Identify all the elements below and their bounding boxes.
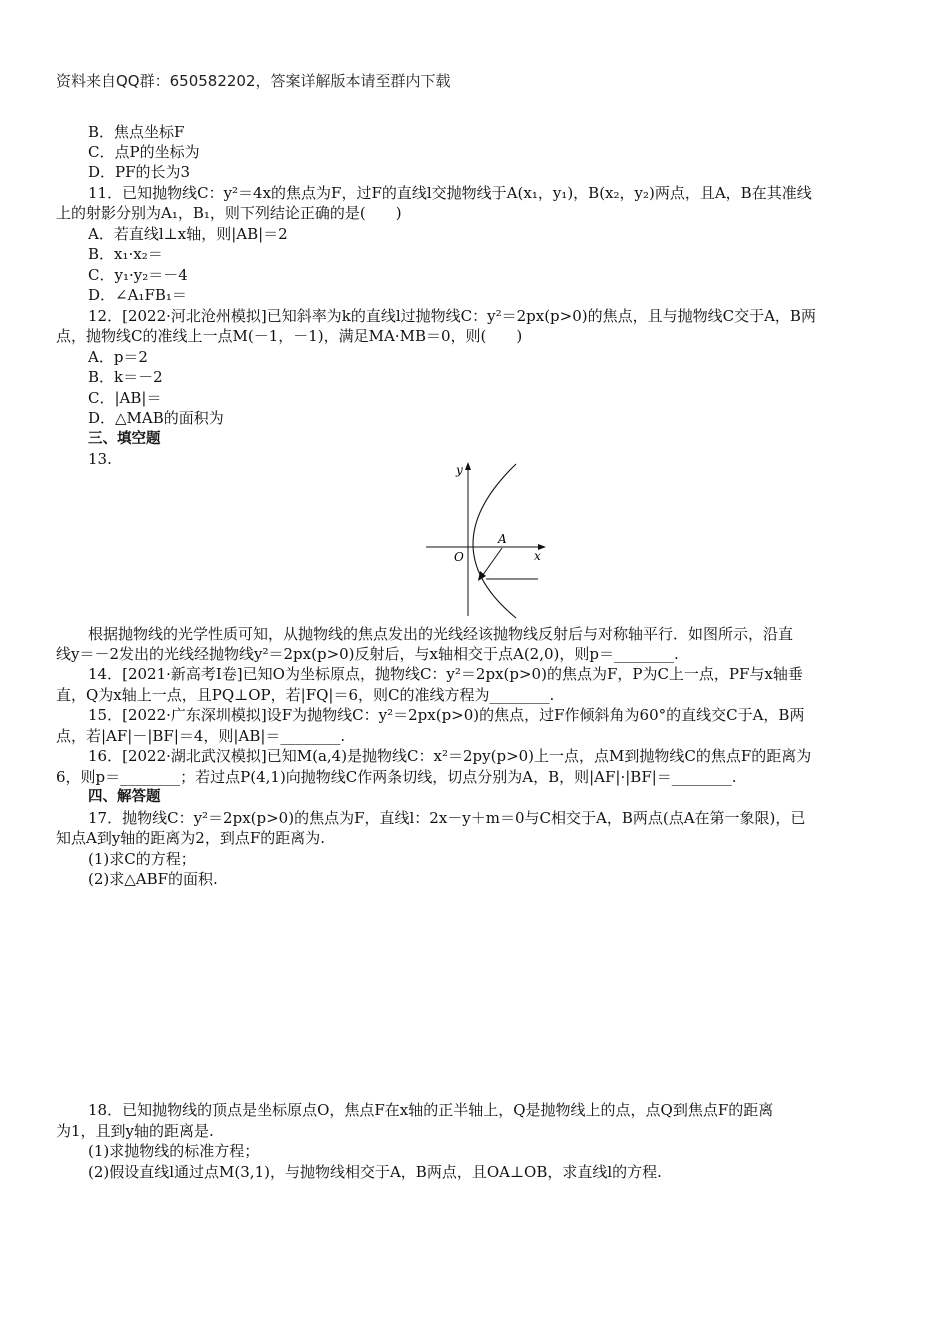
- q10-option-b: B．焦点坐标F: [88, 123, 185, 141]
- q10-option-d: D．PF的长为3: [88, 163, 191, 181]
- q12-option-b: B．k＝－2: [88, 368, 163, 386]
- y-axis-label: y: [456, 463, 463, 477]
- q10-option-c: C．点P的坐标为: [88, 143, 200, 161]
- q11-stem-line2: 上的射影分别为A₁，B₁，则下列结论正确的是( ): [56, 204, 402, 222]
- q14-line2: 直，Q为x轴上一点，且PQ⊥OP，若|FQ|＝6，则C的准线方程为________.: [56, 686, 555, 704]
- y-axis-arrow-icon: [465, 462, 471, 470]
- q12-stem-line2: 点，抛物线C的准线上一点M(－1，－1)，满足MA·MB＝0，则( ): [56, 327, 523, 345]
- q15-line2: 点，若|AF|－|BF|＝4，则|AB|＝________.: [56, 727, 346, 745]
- source-header: 资料来自QQ群：650582202，答案详解版本请至群内下载: [56, 72, 451, 90]
- q13-text-line1: 根据抛物线的光学性质可知，从抛物线的焦点发出的光线经该抛物线反射后与对称轴平行．如图所示，沿直: [88, 625, 794, 643]
- q12-option-c: C．|AB|＝: [88, 389, 162, 407]
- q11-option-d: D．∠A₁FB₁＝: [88, 286, 187, 304]
- q15-line1: 15．[2022·广东深圳模拟]设F为抛物线C：y²＝2px(p>0)的焦点，过F作倾斜角为60°的直线交C于A，B两: [88, 706, 805, 724]
- x-axis-label: x: [534, 549, 541, 563]
- q14-line1: 14．[2021·新高考Ⅰ卷]已知O为坐标原点，抛物线C：y²＝2px(p>0)的焦点为F，P为C上一点，PF与x轴垂: [88, 665, 803, 683]
- q11-option-c: C．y₁·y₂＝－4: [88, 266, 188, 284]
- q18-part1: (1)求抛物线的标准方程；: [88, 1142, 260, 1160]
- q13-number: 13.: [88, 450, 112, 468]
- q12-option-d: D．△MAB的面积为: [88, 409, 224, 427]
- q13-text-line2: 线y＝－2发出的光线经抛物线y²＝2px(p>0)反射后，与x轴相交于点A(2,0)，则p＝________.: [56, 645, 679, 663]
- parabola-figure: [420, 458, 550, 620]
- section-answer-heading: 四、解答题: [88, 789, 161, 805]
- q17-line2: 知点A到y轴的距离为2，到点F的距离为.: [56, 829, 326, 847]
- q16-line1: 16．[2022·湖北武汉模拟]已知M(a,4)是抛物线C：x²＝2py(p>0)上一点，点M到抛物线C的焦点F的距离为: [88, 747, 812, 765]
- q11-stem-line1: 11．已知抛物线C：y²＝4x的焦点为F，过F的直线l交抛物线于A(x₁，y₁)，B(x₂，y₂)两点，且A，B在其准线: [88, 184, 812, 202]
- q11-option-b: B．x₁·x₂＝: [88, 245, 163, 263]
- q17-part1: (1)求C的方程；: [88, 850, 196, 868]
- parabola-curve: [473, 464, 516, 618]
- point-a-label: A: [498, 532, 507, 546]
- q18-line2: 为1，且到y轴的距离是.: [56, 1122, 214, 1140]
- q16-line2: 6，则p＝________；若过点P(4,1)向抛物线C作两条切线，切点分别为A，B，则|AF|·|BF|＝________.: [56, 768, 737, 786]
- q12-option-a: A．p＝2: [88, 348, 148, 366]
- q18-part2: (2)假设直线l通过点M(3,1)，与抛物线相交于A，B两点，且OA⊥OB，求直线l的方程.: [88, 1163, 662, 1181]
- q11-option-a: A．若直线l⊥x轴，则|AB|＝2: [88, 225, 288, 243]
- origin-label: O: [454, 550, 464, 564]
- q17-line1: 17．抛物线C：y²＝2px(p>0)的焦点为F，直线l：2x－y＋m＝0与C相交于A，B两点(点A在第一象限)，已: [88, 809, 806, 827]
- section-fill-in-heading: 三、填空题: [88, 431, 161, 447]
- q17-part2: (2)求△ABF的面积.: [88, 870, 218, 888]
- q18-line1: 18．已知抛物线的顶点是坐标原点O，焦点F在x轴的正半轴上，Q是抛物线上的点，点Q到焦点F的距离: [88, 1101, 774, 1119]
- q12-stem-line1: 12．[2022·河北沧州模拟]已知斜率为k的直线l过抛物线C：y²＝2px(p>0)的焦点，且与抛物线C交于A，B两: [88, 307, 816, 325]
